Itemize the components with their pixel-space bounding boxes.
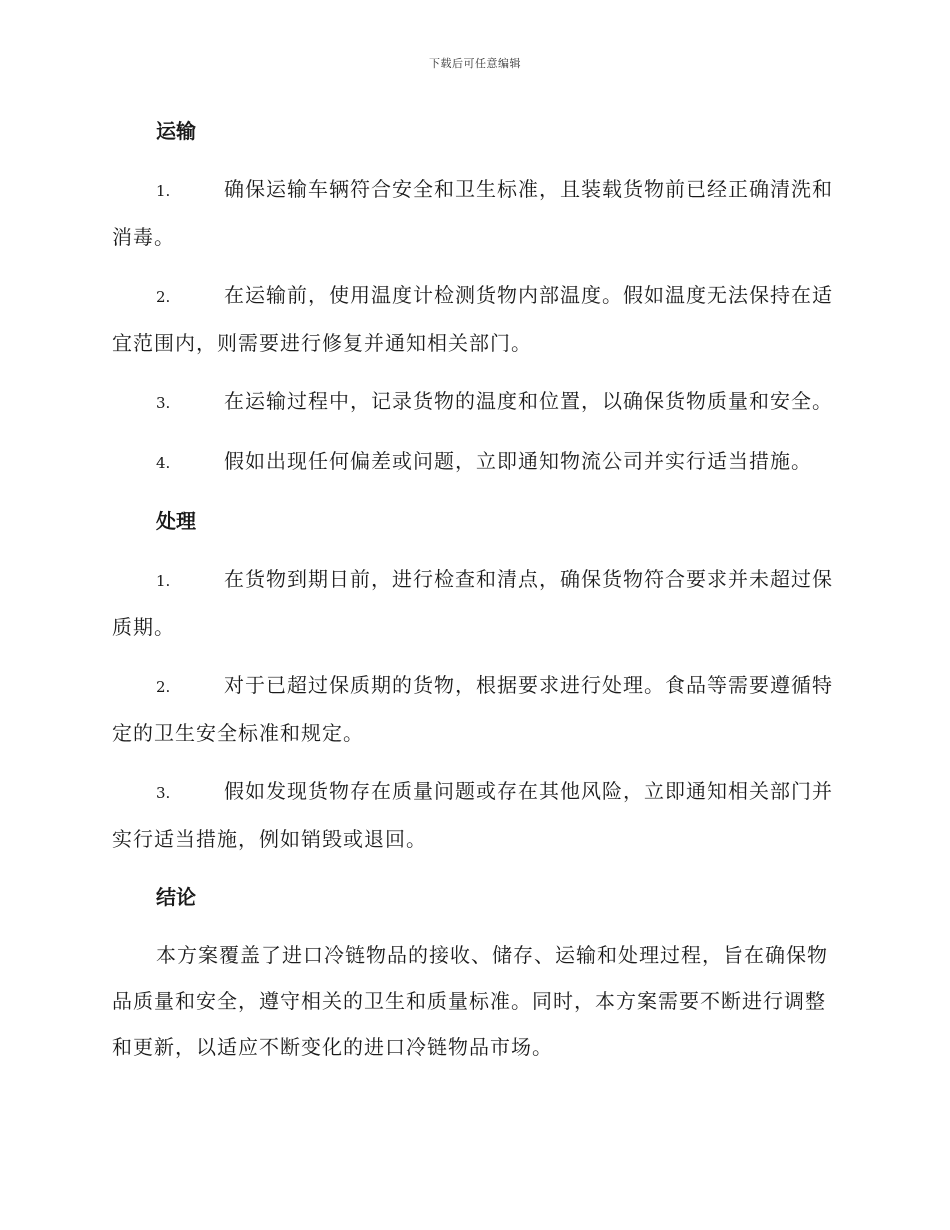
list-item (112, 768, 837, 862)
list-item-text: 确保运输车辆符合安全和卫生标准，且装载货物前已经正确清洗和消毒。 (112, 177, 833, 249)
list-item (112, 378, 837, 426)
list-item (112, 166, 837, 260)
list-number: 1. (156, 572, 171, 590)
list-number: 2. (156, 288, 171, 306)
conclusion-paragraph: 本方案覆盖了进口冷链物品的接收、储存、运输和处理过程，旨在确保物品质量和安全，遵守相关的卫生和质量标准。同时，本方案需要不断进行调整和更新，以适应不断变化的进口冷链物品市场。 (112, 943, 828, 1059)
list-number: 4. (156, 454, 171, 472)
section-heading-transport: 运输 (156, 119, 196, 143)
section-heading-handling: 处理 (156, 509, 196, 533)
list-item (112, 662, 837, 756)
list-item (112, 556, 837, 650)
document-body (112, 108, 837, 1070)
list-item-text: 对于已超过保质期的货物，根据要求进行处理。食品等需要遵循特定的卫生安全标准和规定。 (112, 673, 833, 745)
list-item-text: 在运输过程中，记录货物的温度和位置，以确保货物质量和安全。 (224, 389, 833, 413)
list-item (112, 272, 837, 366)
list-item (112, 438, 837, 486)
list-number: 3. (156, 784, 171, 802)
section-heading-conclusion: 结论 (156, 885, 196, 909)
list-number: 1. (156, 182, 171, 200)
list-item-text: 在货物到期日前，进行检查和清点，确保货物符合要求并未超过保质期。 (112, 567, 833, 639)
list-item-text: 假如出现任何偏差或问题，立即通知物流公司并实行适当措施。 (224, 449, 812, 473)
list-item-text: 假如发现货物存在质量问题或存在其他风险，立即通知相关部门并实行适当措施，例如销毁或退回。 (112, 779, 833, 851)
list-number: 2. (156, 678, 171, 696)
list-item-text: 在运输前，使用温度计检测货物内部温度。假如温度无法保持在适宜范围内，则需要进行修复并通知相关部门。 (112, 283, 833, 355)
list-number: 3. (156, 394, 171, 412)
header-note: 下载后可任意编辑 (429, 57, 521, 70)
